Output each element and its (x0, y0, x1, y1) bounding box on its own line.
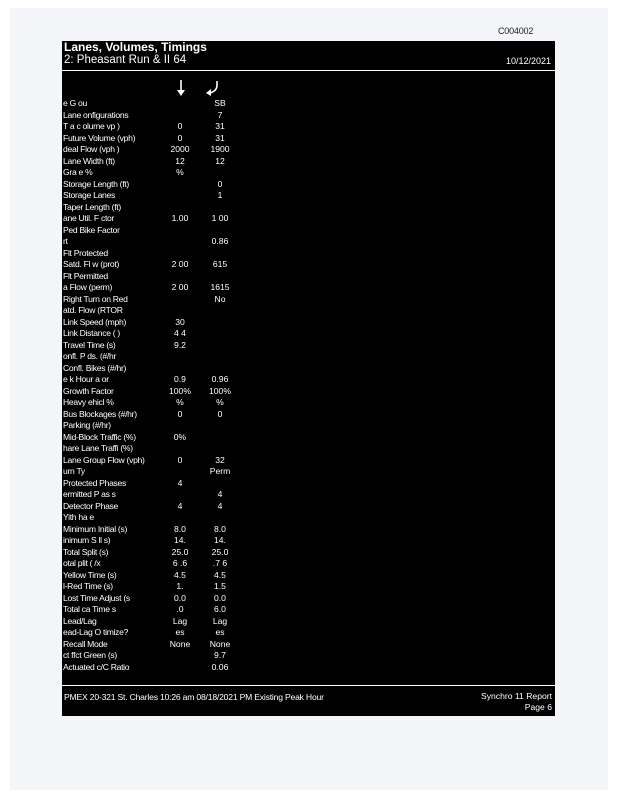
through-down-arrow-icon (173, 79, 189, 97)
value-through: 2 00 (171, 259, 189, 269)
table-row (62, 305, 555, 317)
table-row (62, 213, 555, 225)
row-label: Lane Group Flow (vph) (63, 454, 145, 465)
value-through: 2 00 (171, 282, 189, 292)
row-label: Heavy ehicl % (63, 397, 114, 407)
report-date: 10/12/2021 (505, 56, 551, 66)
table-row (62, 202, 555, 214)
table-row (62, 144, 555, 156)
row-label: Mid-Block Traffic (%) (63, 431, 136, 442)
table-row (62, 420, 555, 432)
row-label: Link Distance ( ) (63, 328, 120, 338)
value-through: 25.0 (171, 546, 189, 557)
table-row (62, 167, 555, 179)
value-through: 0 (177, 408, 183, 419)
value-through: 6 .6 (172, 558, 188, 568)
row-label: atd. Flow (RTOR (63, 305, 123, 315)
table-row (62, 397, 555, 409)
row-label: inimum S ll s) (63, 535, 111, 545)
row-label: Yellow Time (s) (63, 569, 117, 580)
table-row (62, 340, 555, 352)
value-right-turn: 4.5 (214, 569, 226, 580)
value-right-turn: None (209, 638, 231, 649)
value-through: es (175, 627, 185, 637)
row-label: Link Speed (mph) (63, 316, 127, 327)
value-through: 0% (173, 431, 187, 442)
table-row (62, 489, 555, 501)
row-label: Travel Time (s) (63, 339, 116, 350)
row-label: Minimum Initial (s) (63, 523, 128, 534)
value-right-turn: 0.86 (211, 236, 229, 246)
value-right-turn: 6.0 (214, 604, 226, 614)
value-through: .0 (176, 604, 184, 614)
value-through: 9.2 (174, 339, 186, 350)
value-right-turn: No (214, 293, 226, 304)
row-label: Satd. Fl w (prot) (63, 259, 120, 269)
table-row (62, 524, 555, 536)
row-label: ermitted P as s (63, 489, 116, 499)
table-row (62, 179, 555, 191)
value-through: 8.0 (174, 523, 186, 534)
value-right-turn: 1 00 (211, 213, 229, 223)
row-label: Yith ha e (63, 512, 94, 522)
row-label: ead-Lag O timize? (63, 627, 129, 637)
value-right-turn: 0 (217, 408, 223, 419)
table-row (62, 317, 555, 329)
table-row (62, 225, 555, 237)
row-label: otal plit ( /х (63, 558, 101, 568)
table-row (62, 432, 555, 444)
intersection-name: 2: Pheasant Run & II 64 (64, 54, 187, 66)
row-label: e k Hour a or (63, 374, 109, 384)
row-label: urn Ty (63, 466, 85, 476)
row-label: hare Lane Traffi (%) (63, 443, 133, 453)
table-row (62, 558, 555, 570)
table-row (62, 512, 555, 524)
value-through: 4 4 (174, 328, 186, 338)
report-sheet (62, 41, 555, 716)
row-label: e G ou (63, 98, 87, 108)
table-row (62, 271, 555, 283)
value-through: 0 (177, 121, 183, 131)
row-label: Actuated c/C Ratio (63, 661, 130, 672)
value-right-turn: 0 (217, 178, 223, 189)
table-row (62, 570, 555, 582)
row-label: l-Red Time (s) (63, 581, 113, 591)
footer-report-info (481, 691, 552, 713)
row-label: Confl. Bikes (#/hr) (63, 362, 127, 373)
value-through: 100% (169, 385, 191, 396)
row-label: Gra e % (63, 167, 93, 177)
value-right-turn: 1615 (210, 282, 230, 292)
value-right-turn: .7 6 (212, 558, 228, 568)
value-through: 0 (177, 454, 183, 465)
row-label: ane Util. F ctor (63, 213, 115, 223)
row-label: T a c olume vp ) (63, 121, 120, 131)
table-row (62, 639, 555, 651)
row-label: Right Turn on Red (63, 293, 128, 304)
row-label: Protected Phases (63, 477, 127, 488)
value-through: 1.00 (171, 213, 189, 223)
value-through: 4 (177, 500, 183, 511)
table-row (62, 662, 555, 674)
row-label: Total Split (s) (63, 546, 109, 557)
table-row (62, 121, 555, 133)
value-through: 1. (176, 581, 184, 591)
value-right-turn: 0.0 (214, 592, 226, 603)
table-row (62, 98, 555, 110)
row-label: Parking (#/hr) (63, 420, 111, 430)
table-row (62, 386, 555, 398)
table-row (62, 581, 555, 593)
row-label: Detector Phase (63, 500, 119, 511)
value-right-turn: 31 (215, 121, 225, 131)
table-row (62, 455, 555, 467)
value-right-turn: 100% (209, 385, 231, 396)
row-label: a Flow (perm) (63, 282, 113, 292)
value-right-turn: 8.0 (214, 523, 226, 534)
table-row (62, 535, 555, 547)
table-row (62, 616, 555, 628)
row-label: Lane onfigurations (63, 109, 129, 120)
value-right-turn: 615 (212, 259, 228, 269)
table-row (62, 604, 555, 616)
value-right-turn: Perm (209, 466, 231, 476)
value-through: % (176, 397, 184, 407)
row-label: Recall Mode (63, 638, 108, 649)
value-right-turn: % (216, 397, 224, 407)
value-right-turn: 0.96 (211, 374, 229, 384)
value-right-turn: 1900 (210, 144, 230, 154)
footer-software: Synchro 11 Report (480, 691, 552, 701)
row-label: Flt Permitted (63, 270, 108, 281)
row-label: rt (63, 236, 68, 246)
value-through: 30 (175, 316, 185, 327)
row-label: Ped Bike Factor (63, 224, 120, 235)
value-through: 0.9 (174, 374, 186, 384)
row-label: Storage Length (ft) (63, 178, 129, 189)
footer-page-number: Page 6 (524, 702, 552, 712)
document-id: C004002 (498, 26, 534, 36)
value-through: 2000 (170, 144, 190, 154)
value-right-turn: 32 (215, 454, 225, 465)
timing-table (62, 98, 555, 673)
table-row (62, 190, 555, 202)
row-label: Lane Width (ft) (63, 155, 115, 166)
footer-project-info: PMEX 20-321 St. Charles 10:26 am 08/18/2021 PM Existing Peak Hour (64, 692, 324, 702)
footer-divider (62, 685, 555, 686)
value-right-turn: 14. (214, 535, 226, 545)
value-right-turn: 7 (217, 109, 223, 120)
row-label: Lead/Lag (63, 615, 97, 626)
table-row (62, 409, 555, 421)
row-label: Bus Blockages (#/hr) (63, 408, 137, 419)
table-row (62, 501, 555, 513)
table-row (62, 294, 555, 306)
table-row (62, 133, 555, 145)
row-label: Flt Protected (63, 247, 108, 258)
value-right-turn: Lag (212, 615, 228, 626)
row-label: Growth Factor (63, 385, 114, 396)
row-label: Storage Lanes (63, 190, 116, 200)
value-right-turn: 9.7 (214, 650, 226, 660)
value-right-turn: 31 (215, 132, 225, 143)
row-label: onfl. P ds. (#/hr (63, 351, 117, 361)
value-through: None (169, 638, 191, 649)
row-label: Total ca Time s (63, 604, 116, 614)
table-row (62, 627, 555, 639)
value-right-turn: 1.5 (214, 581, 226, 591)
table-row (62, 282, 555, 294)
value-right-turn: 1 (217, 190, 223, 200)
value-through: 0.0 (174, 592, 186, 603)
value-through: 4.5 (174, 569, 186, 580)
value-right-turn: 4 (217, 489, 223, 499)
report-title: Lanes, Volumes, Timings (64, 40, 207, 54)
table-row (62, 374, 555, 386)
table-row (62, 110, 555, 122)
value-through: 12 (175, 155, 185, 166)
table-row (62, 351, 555, 363)
row-label: Future Volume (vph) (63, 132, 136, 143)
value-right-turn: 25.0 (211, 546, 229, 557)
table-row (62, 650, 555, 662)
table-row (62, 156, 555, 168)
table-row (62, 547, 555, 559)
value-right-turn: 12 (215, 155, 225, 166)
right-turn-arrow-icon (204, 79, 220, 97)
value-right-turn: SB (214, 98, 226, 108)
table-row (62, 248, 555, 260)
table-row (62, 236, 555, 248)
table-row (62, 593, 555, 605)
row-label: deal Flow (vph ) (63, 144, 120, 154)
table-row (62, 478, 555, 490)
row-label: ct ffct Green (s) (63, 650, 117, 660)
table-row (62, 466, 555, 478)
value-through: 14. (174, 535, 186, 545)
value-right-turn: 4 (217, 500, 223, 511)
row-label: Taper Length (ft) (63, 201, 121, 212)
value-through: 4 (177, 477, 183, 488)
value-through: % (176, 167, 184, 177)
value-right-turn: 0.06 (211, 661, 229, 672)
table-row (62, 443, 555, 455)
value-through: 0 (177, 132, 183, 143)
value-right-turn: es (215, 627, 225, 637)
value-through: Lag (172, 615, 188, 626)
row-label: Lost Time Adjust (s (63, 592, 130, 603)
table-row (62, 259, 555, 271)
table-row (62, 363, 555, 375)
table-row (62, 328, 555, 340)
header-divider (62, 70, 555, 71)
